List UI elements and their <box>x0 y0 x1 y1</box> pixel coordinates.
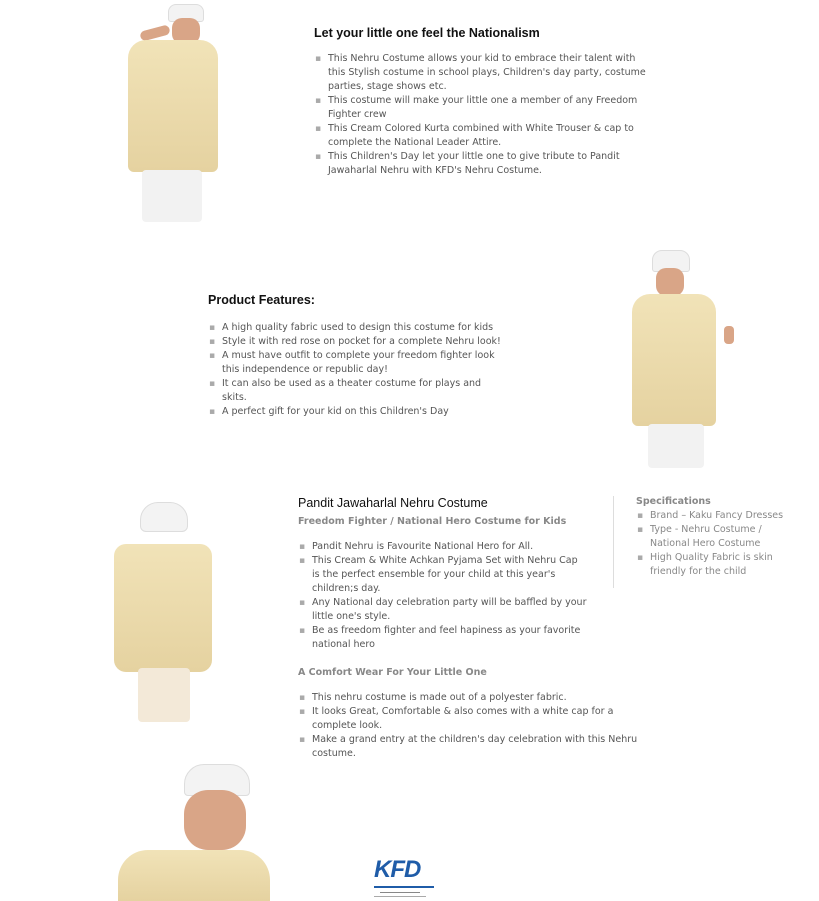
specifications-title: Specifications <box>636 496 711 507</box>
list-item: ▪ This Nehru Costume allows your kid to embrace their talent with this Stylish costume in school plays, Children's day party, costume parties, stage shows etc. <box>314 52 654 94</box>
kfd-logo-text: KFD <box>374 856 421 883</box>
section-nehru-costume <box>298 496 658 761</box>
list-item: ▪ It can also be used as a theater costume for plays and skits. <box>208 377 508 405</box>
bullet-list <box>298 540 588 652</box>
product-image-boy-portrait <box>110 762 272 901</box>
list-item: ▪ This Cream Colored Kurta combined with White Trouser & cap to complete the National Leader Attire. <box>314 122 654 150</box>
product-image-costume-set <box>96 500 232 722</box>
section-title: Let your little one feel the Nationalism <box>314 26 540 40</box>
bullet-list <box>208 321 508 419</box>
section-subtitle: A Comfort Wear For Your Little One <box>298 667 487 678</box>
list-item: ▪ Make a grand entry at the children's day celebration with this Nehru costume. <box>298 733 658 761</box>
section-title: Product Features: <box>208 293 315 307</box>
specifications-list <box>636 509 786 579</box>
list-item: ▪ Style it with red rose on pocket for a complete Nehru look! <box>208 335 508 349</box>
section-title: Pandit Jawaharlal Nehru Costume <box>298 496 488 510</box>
list-item: ▪ Pandit Nehru is Favourite National Hero for All. <box>298 540 588 554</box>
list-item: ▪ A must have outfit to complete your freedom fighter look this independence or republic day! <box>208 349 508 377</box>
product-image-thumbs-up-boy <box>620 248 742 470</box>
specifications <box>636 496 786 579</box>
list-item: ▪ This nehru costume is made out of a polyester fabric. <box>298 691 658 705</box>
bullet-list <box>314 52 654 178</box>
section-product-features <box>208 293 508 419</box>
list-item: ▪ Any National day celebration party will be baffled by your little one's style. <box>298 596 588 624</box>
bullet-list <box>298 691 658 761</box>
list-item: ▪ Be as freedom fighter and feel hapiness as your favorite national hero <box>298 624 588 652</box>
list-item: ▪ This Cream & White Achkan Pyjama Set with Nehru Cap is the perfect ensemble for your child at this year's children;s day. <box>298 554 588 596</box>
list-item: ▪ High Quality Fabric is skin friendly for the child <box>636 551 786 579</box>
list-item: ▪ A high quality fabric used to design this costume for kids <box>208 321 508 335</box>
list-item: ▪ Type - Nehru Costume / National Hero Costume <box>636 523 786 551</box>
section-subtitle: Freedom Fighter / National Hero Costume for Kids <box>298 516 567 527</box>
list-item: ▪ It looks Great, Comfortable & also comes with a white cap for a complete look. <box>298 705 658 733</box>
list-item: ▪ A perfect gift for your kid on this Children's Day <box>208 405 508 419</box>
column-divider <box>613 496 614 588</box>
list-item: ▪ This Children's Day let your little one to give tribute to Pandit Jawaharlal Nehru with KFD's Nehru Costume. <box>314 150 654 178</box>
list-item: ▪ Brand – Kaku Fancy Dresses <box>636 509 786 523</box>
kfd-logo <box>374 856 446 901</box>
product-image-saluting-boy <box>108 0 220 222</box>
section-nationalism <box>314 26 654 178</box>
list-item: ▪ This costume will make your little one a member of any Freedom Fighter crew <box>314 94 654 122</box>
